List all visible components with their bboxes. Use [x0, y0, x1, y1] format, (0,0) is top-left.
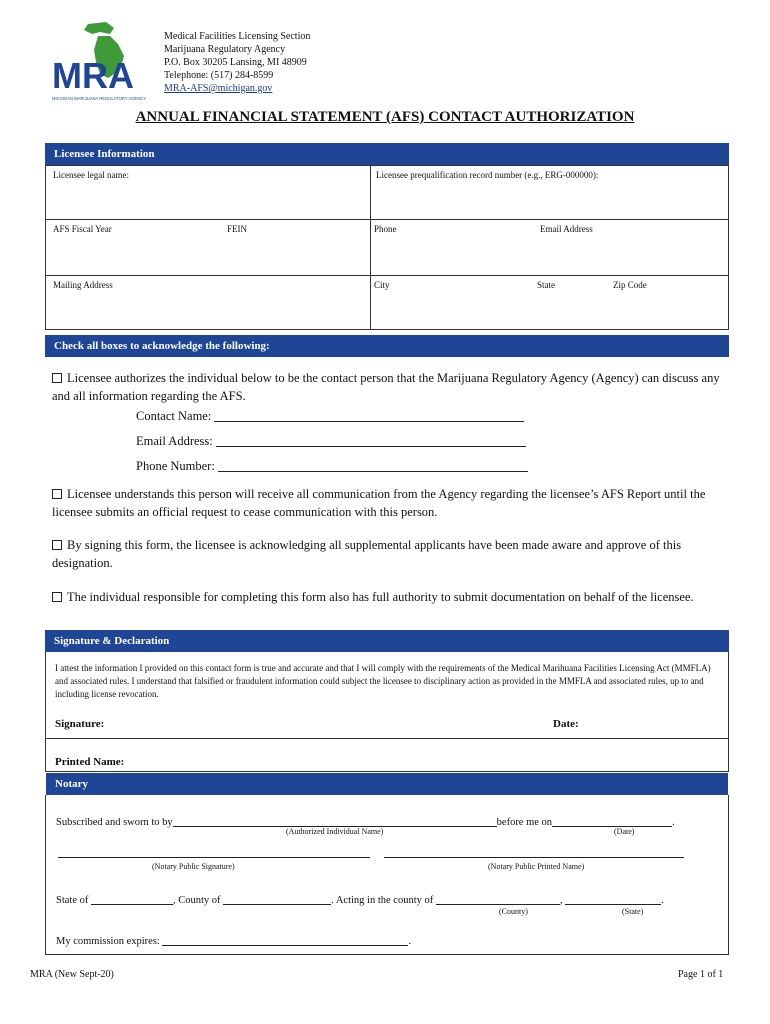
date-label: Date:	[553, 718, 579, 730]
state-field[interactable]: State	[537, 280, 555, 290]
zip-field[interactable]: Zip Code	[613, 280, 647, 290]
commission-input[interactable]	[162, 933, 408, 946]
before-me-label: before me on	[496, 817, 553, 828]
ack-item-3	[52, 536, 732, 572]
county-of-label: , County of	[173, 895, 221, 906]
licensee-info-heading: Licensee Information	[45, 143, 729, 165]
phone-number-row	[136, 459, 528, 474]
acting-state-input[interactable]	[565, 892, 661, 905]
phone-field[interactable]: Phone	[374, 224, 397, 234]
ack-text-1: Licensee authorizes the individual below to be the contact person that the Marijuana Regulatory Agency (Agency) can discuss any and all information regarding the AFS.	[52, 371, 720, 403]
state-county-row: State of , County of . Acting in the county of , .	[56, 892, 664, 906]
state-of-input[interactable]	[91, 892, 173, 905]
signature-heading: Signature & Declaration	[45, 630, 729, 652]
ack-item-2	[52, 485, 732, 521]
email-field[interactable]: Email Address	[540, 224, 593, 234]
notary-heading: Notary	[46, 773, 728, 795]
licensee-info-table	[45, 165, 729, 330]
email-address-row	[136, 434, 526, 449]
county-of-input[interactable]	[223, 892, 331, 905]
notary-printed-input[interactable]	[384, 857, 684, 858]
record-number-field[interactable]: Licensee prequalification record number (e.g., ERG-000000):	[376, 170, 599, 180]
signature-label: Signature:	[55, 718, 105, 730]
form-id: MRA (New Sept-20)	[30, 969, 114, 980]
notary-signature-caption: (Notary Public Signature)	[152, 862, 235, 871]
date-caption: (Date)	[614, 827, 635, 836]
ack-item-1	[52, 369, 732, 405]
email-address-label: Email Address:	[136, 434, 213, 448]
mailing-address-field[interactable]: Mailing Address	[53, 280, 113, 290]
notary-signature-input[interactable]	[58, 857, 370, 858]
printed-name-label: Printed Name:	[55, 756, 125, 768]
ack-text-4: The individual responsible for completing this form also has full authority to submit documentation on behalf of the licensee.	[67, 590, 694, 604]
ack-checkbox-3[interactable]	[52, 540, 62, 550]
notary-printed-caption: (Notary Public Printed Name)	[488, 862, 585, 871]
contact-name-label: Contact Name:	[136, 409, 212, 423]
agency-line: Marijuana Regulatory Agency	[164, 44, 286, 55]
ack-checkbox-4[interactable]	[52, 592, 62, 602]
ack-checkbox-1[interactable]	[52, 373, 62, 383]
state-caption: (State)	[622, 907, 644, 916]
county-caption: (County)	[499, 907, 528, 916]
contact-name-row	[136, 409, 524, 424]
subscribed-row: Subscribed and sworn to by before me on .	[56, 814, 675, 828]
subscribed-label: Subscribed and sworn to by	[56, 817, 173, 828]
notary-date-input[interactable]	[552, 814, 672, 827]
page-number: Page 1 of 1	[678, 969, 724, 980]
ack-item-4	[52, 588, 732, 606]
ack-text-3: By signing this form, the licensee is acknowledging all supplemental applicants have been made aware and approve of this designation.	[52, 538, 682, 570]
logo-subtext: MICHIGAN MARIJUANA REGULATORY AGENCY	[52, 96, 147, 101]
ack-text-2: Licensee understands this person will receive all communication from the Agency regarding the licensee’s AFS Report until the licensee submits an official request to cease communication with this person.	[52, 487, 706, 519]
signature-input[interactable]	[121, 729, 541, 730]
declaration-text: I attest the information I provided on this contact form is true and accurate and that I will comply with the requirements of the Medical Marihuana Facilities Licensing Act (MMFLA) and associated rules. I understand that falsified or fraudulent information could subject the licensee to disciplinary action as provided in the MMFLA and associated rules, up to and including license revocation.	[55, 663, 711, 699]
page-title: ANNUAL FINANCIAL STATEMENT (AFS) CONTACT AUTHORIZATION	[135, 109, 635, 125]
city-field[interactable]: City	[374, 280, 390, 290]
ack-checkbox-2[interactable]	[52, 489, 62, 499]
commission-label: My commission expires:	[56, 936, 160, 947]
auth-individual-caption: (Authorized Individual Name)	[286, 827, 384, 836]
logo-text: MRA	[52, 55, 134, 96]
authorized-name-input[interactable]	[173, 814, 497, 827]
phone-number-input[interactable]	[218, 459, 528, 472]
legal-name-field[interactable]: Licensee legal name:	[53, 170, 129, 180]
email-link[interactable]: MRA-AFS@michigan.gov	[164, 83, 273, 94]
contact-name-input[interactable]	[214, 409, 524, 422]
agency-line: Medical Facilities Licensing Section	[164, 31, 311, 42]
fein-field[interactable]: FEIN	[227, 224, 247, 234]
acknowledge-heading: Check all boxes to acknowledge the following:	[45, 335, 729, 357]
state-of-label: State of	[56, 895, 89, 906]
commission-row: My commission expires: .	[56, 933, 411, 947]
notary-box	[45, 795, 729, 955]
signature-box	[45, 652, 729, 772]
fiscal-year-field[interactable]: AFS Fiscal Year	[53, 224, 112, 234]
acting-label: . Acting in the county of	[331, 895, 434, 906]
agency-line: Telephone: (517) 284-8599	[164, 70, 274, 81]
agency-address	[164, 30, 310, 95]
agency-line: P.O. Box 30205 Lansing, MI 48909	[164, 57, 307, 68]
mra-logo	[48, 22, 150, 102]
acting-county-input[interactable]	[436, 892, 560, 905]
phone-number-label: Phone Number:	[136, 459, 215, 473]
email-address-input[interactable]	[216, 434, 526, 447]
